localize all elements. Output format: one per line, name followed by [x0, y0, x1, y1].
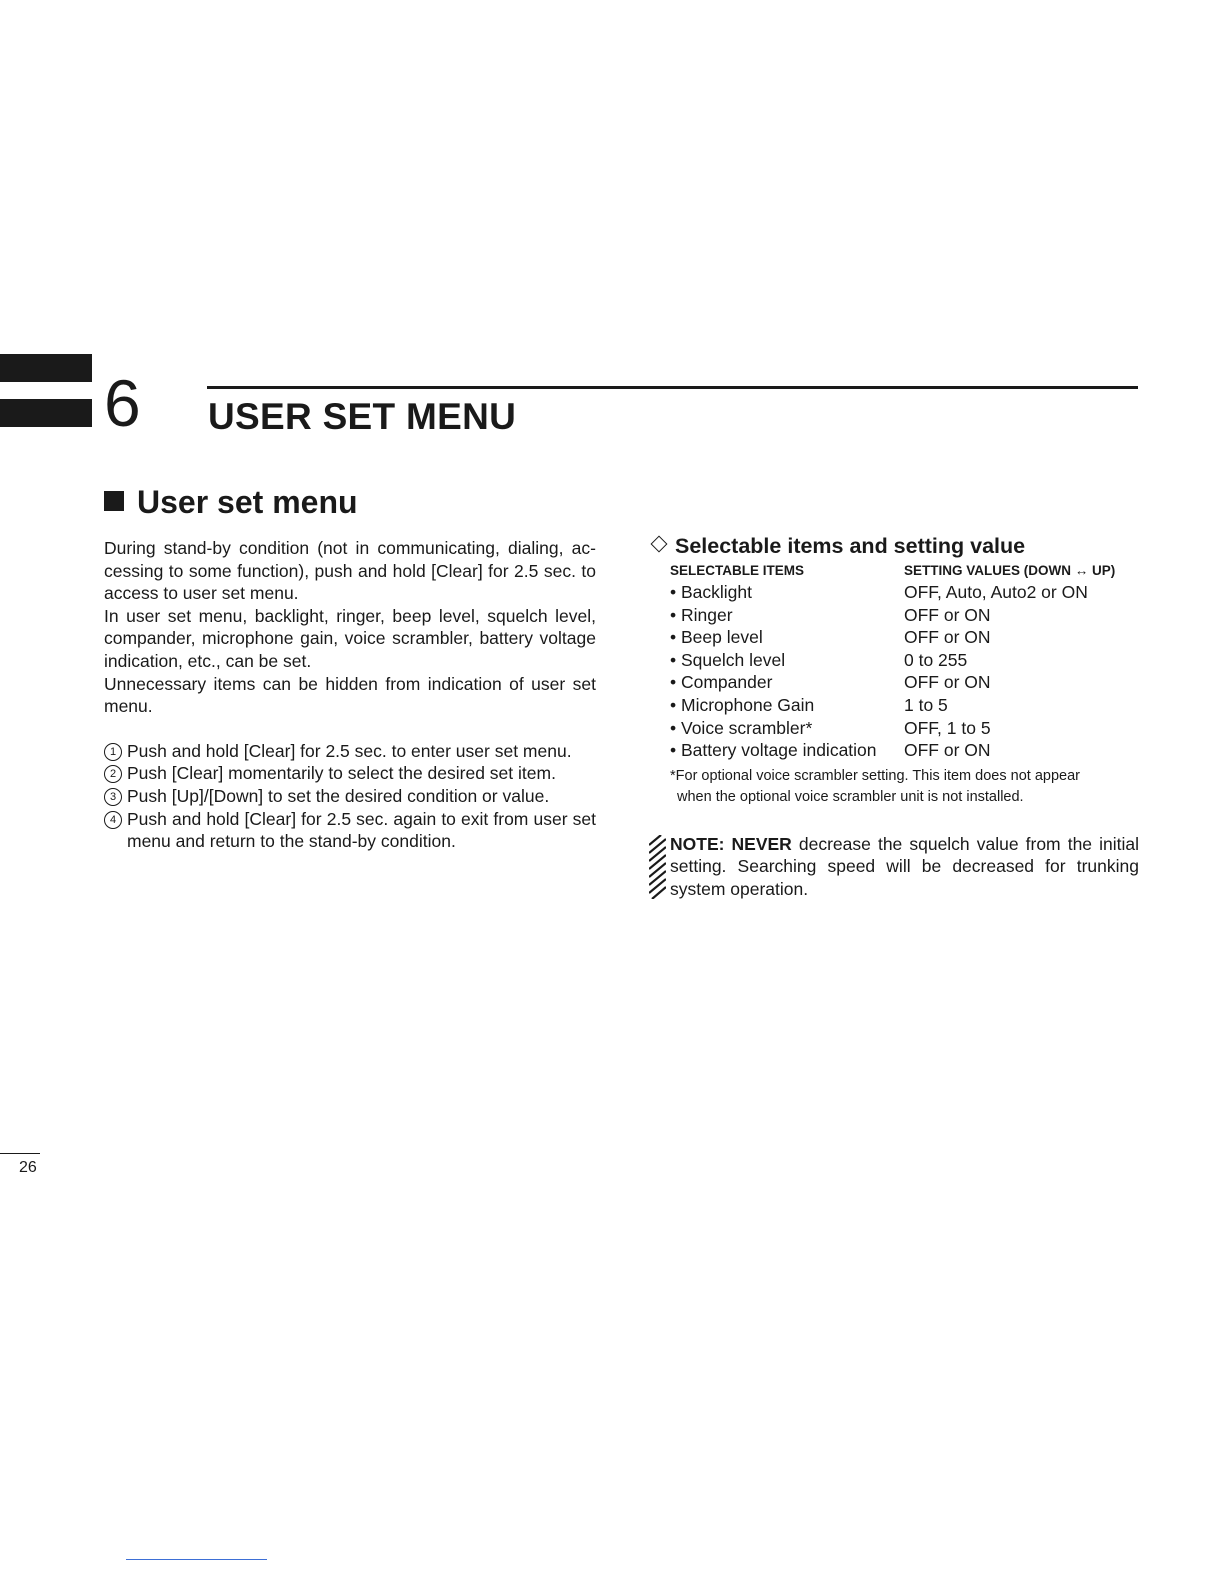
diamond-bullet-icon — [651, 536, 668, 553]
setting-value: 0 to 255 — [904, 649, 968, 670]
setting-value: OFF or ON — [904, 672, 991, 693]
table-header-row — [670, 562, 1139, 581]
chapter-rule — [207, 386, 1138, 389]
steps-list — [104, 740, 596, 853]
step-text: Push and hold [Clear] for 2.5 sec. again to exit from user set menu and return to the stand-by condition. — [127, 808, 596, 852]
step-number-circle: 2 — [104, 765, 122, 783]
chapter-number: 6 — [104, 366, 141, 440]
column-header-items: SELECTABLE ITEMS — [670, 563, 805, 578]
step-text: Push [Up]/[Down] to set the desired condition or value. — [127, 785, 550, 806]
setting-item: • Microphone Gain — [670, 694, 815, 715]
intro-paragraph: Unnecessary items can be hidden from indication of user set menu. — [104, 673, 596, 717]
table-row — [670, 739, 1139, 762]
section-heading — [104, 484, 358, 521]
chapter-tab-marker-bottom — [0, 399, 92, 427]
footnote-line: when the optional voice scrambler unit is not installed. — [677, 788, 1024, 805]
bottom-link-underline — [126, 1559, 267, 1560]
step-text: Push [Clear] momentarily to select the desired set item. — [127, 763, 556, 784]
setting-value: OFF or ON — [904, 740, 991, 761]
setting-value: OFF or ON — [904, 627, 991, 648]
note-label: NOTE: NEVER — [670, 833, 792, 854]
step-number-circle: 3 — [104, 788, 122, 806]
step-number-circle: 1 — [104, 743, 122, 761]
setting-item: • Squelch level — [670, 649, 786, 670]
subsection-title: Selectable items and setting value — [675, 534, 1026, 558]
subsection-heading — [649, 532, 1139, 560]
table-row — [670, 694, 1139, 717]
intro-paragraph: In user set menu, backlight, ringer, beep level, squelch level, compander, microphone gain, voice scrambler, battery voltage indication, etc., can be set. — [104, 605, 596, 671]
table-row — [670, 604, 1139, 627]
settings-table — [670, 562, 1139, 762]
setting-value: OFF, Auto, Auto2 or ON — [904, 582, 1088, 602]
step-number-circle: 4 — [104, 811, 122, 829]
setting-value: OFF or ON — [904, 604, 991, 625]
section-title: User set menu — [137, 484, 358, 520]
square-bullet-icon — [104, 491, 124, 511]
step-text: Push and hold [Clear] for 2.5 sec. to enter user set menu. — [127, 740, 572, 761]
setting-item: • Ringer — [670, 604, 733, 625]
step-item — [104, 762, 596, 785]
page-number: 26 — [19, 1159, 37, 1176]
chapter-title: USER SET MENU — [208, 396, 517, 437]
setting-item: • Compander — [670, 672, 773, 693]
step-item — [104, 785, 596, 808]
setting-item: • Battery voltage indication — [670, 740, 877, 761]
setting-item: • Voice scrambler* — [670, 717, 813, 738]
column-header-values: SETTING VALUES (DOWN ↔ UP) — [904, 563, 1116, 578]
page-number-rule — [0, 1153, 40, 1154]
footnote — [670, 766, 1139, 808]
step-item — [104, 740, 596, 763]
setting-value: 1 to 5 — [904, 694, 948, 715]
table-row — [670, 717, 1139, 740]
table-row — [670, 649, 1139, 672]
chapter-tab-marker-top — [0, 354, 92, 382]
setting-item: • Backlight — [670, 582, 752, 602]
table-row — [670, 581, 1139, 604]
note-text: decrease the squelch value from the initial setting. Searching speed will be decreased for trunking system operation. — [670, 833, 1139, 899]
right-column — [649, 532, 1139, 901]
footnote-line: *For optional voice scrambler setting. This item does not appear — [670, 767, 1080, 784]
step-item — [104, 808, 596, 853]
table-row — [670, 626, 1139, 649]
caution-hatch-icon — [649, 835, 666, 899]
intro-paragraph: During stand-by condition (not in communicating, dialing, accessing to some function), push and hold [Clear] for 2.5 sec. to access to user set menu. — [104, 538, 596, 604]
setting-item: • Beep level — [670, 627, 763, 648]
setting-value: OFF, 1 to 5 — [904, 717, 991, 738]
table-row — [670, 671, 1139, 694]
left-column — [104, 537, 596, 853]
note-block — [649, 833, 1139, 901]
